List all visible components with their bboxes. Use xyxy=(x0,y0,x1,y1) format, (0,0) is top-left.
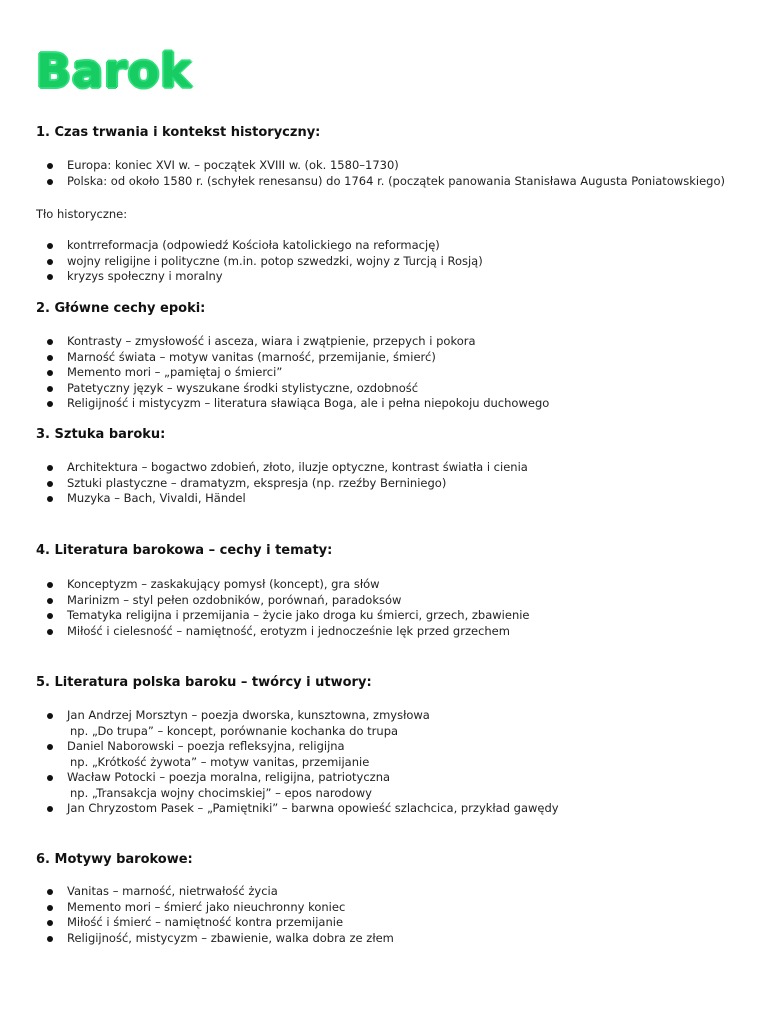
bullet-icon xyxy=(47,274,53,280)
bullet-icon xyxy=(47,582,53,588)
list-item-example: np. „Transakcja wojny chocimskiej” – epos narodowy xyxy=(70,785,372,800)
bullet-icon xyxy=(47,339,53,345)
bullet-list xyxy=(0,460,740,507)
bullet-icon xyxy=(47,598,53,604)
bullet-icon xyxy=(47,481,53,487)
list-item: Sztuki plastyczne – dramatyzm, ekspresja (np. rzeźby Berniniego) xyxy=(0,476,740,492)
bullet-icon xyxy=(47,905,53,911)
list-item: kontrreformacja (odpowiedź Kościoła katolickiego na reformację) xyxy=(0,238,740,254)
list-item: Memento mori – śmierć jako nieuchronny koniec xyxy=(0,900,740,916)
list-item: kryzys społeczny i moralny xyxy=(0,269,740,285)
bullet-icon xyxy=(47,889,53,895)
list-item: Marinizm – styl pełen ozdobników, porównań, paradoksów xyxy=(0,593,740,609)
list-item: Kontrasty – zmysłowość i asceza, wiara i zwątpienie, przepych i pokora xyxy=(0,334,740,350)
bullet-icon xyxy=(47,370,53,376)
section-heading: 5. Literatura polska baroku – twórcy i utwory: xyxy=(36,675,372,690)
list-item: Memento mori – „pamiętaj o śmierci” xyxy=(0,365,740,381)
section-heading: 1. Czas trwania i kontekst historyczny: xyxy=(36,125,321,140)
bullet-list xyxy=(0,884,740,946)
list-item: Daniel Naborowski – poezja refleksyjna, religijna np. „Krótkość żywota” – motyw vanitas, przemijanie xyxy=(0,739,740,770)
list-item: wojny religijne i polityczne (m.in. potop szwedzki, wojny z Turcją i Rosją) xyxy=(0,254,740,270)
bullet-icon xyxy=(47,920,53,926)
bullet-icon xyxy=(47,775,53,781)
bullet-list xyxy=(0,334,740,412)
bullet-icon xyxy=(47,806,53,812)
bullet-icon xyxy=(47,386,53,392)
bullet-icon xyxy=(47,496,53,502)
list-item: Architektura – bogactwo zdobień, złoto, iluzje optyczne, kontrast światła i cienia xyxy=(0,460,740,476)
bullet-list xyxy=(0,708,740,817)
bullet-icon xyxy=(47,243,53,249)
list-item: Jan Chryzostom Pasek – „Pamiętniki” – barwna opowieść szlachcica, przykład gawędy xyxy=(0,801,740,817)
bullet-list xyxy=(0,238,740,285)
list-item: Marność świata – motyw vanitas (marność, przemijanie, śmierć) xyxy=(0,350,740,366)
list-item: Polska: od około 1580 r. (schyłek renesansu) do 1764 r. (początek panowania Stanisława Augusta Poniatowskiego) xyxy=(0,174,740,190)
bullet-icon xyxy=(47,613,53,619)
list-item: Konceptyzm – zaskakujący pomysł (koncept), gra słów xyxy=(0,577,740,593)
list-item: Patetyczny język – wyszukane środki stylistyczne, ozdobność xyxy=(0,381,740,397)
document-title: Barok xyxy=(36,44,192,98)
bullet-icon xyxy=(47,465,53,471)
bullet-list xyxy=(0,158,740,189)
bullet-icon xyxy=(47,401,53,407)
bullet-icon xyxy=(47,713,53,719)
list-item: Muzyka – Bach, Vivaldi, Händel xyxy=(0,491,740,507)
bullet-list xyxy=(0,577,740,639)
section-heading: 4. Literatura barokowa – cechy i tematy: xyxy=(36,543,333,558)
bullet-icon xyxy=(47,936,53,942)
bullet-icon xyxy=(47,259,53,265)
list-item: Miłość i śmierć – namiętność kontra przemijanie xyxy=(0,915,740,931)
paragraph: Tło historyczne: xyxy=(36,207,128,221)
list-item: Tematyka religijna i przemijania – życie jako droga ku śmierci, grzech, zbawienie xyxy=(0,608,740,624)
list-item-example: np. „Krótkość żywota” – motyw vanitas, przemijanie xyxy=(70,754,370,769)
bullet-icon xyxy=(47,179,53,185)
section-heading: 2. Główne cechy epoki: xyxy=(36,301,206,316)
list-item: Religijność, mistycyzm – zbawienie, walka dobra ze złem xyxy=(0,931,740,947)
bullet-icon xyxy=(47,744,53,750)
list-item: Europa: koniec XVI w. – początek XVIII w. (ok. 1580–1730) xyxy=(0,158,740,174)
list-item: Wacław Potocki – poezja moralna, religijna, patriotyczna np. „Transakcja wojny chocimskiej” – epos narodowy xyxy=(0,770,740,801)
list-item: Miłość i cielesność – namiętność, erotyzm i jednocześnie lęk przed grzechem xyxy=(0,624,740,640)
section-heading: 3. Sztuka baroku: xyxy=(36,427,166,442)
list-item: Religijność i mistycyzm – literatura sławiąca Boga, ale i pełna niepokoju duchowego xyxy=(0,396,740,412)
bullet-icon xyxy=(47,163,53,169)
list-item: Vanitas – marność, nietrwałość życia xyxy=(0,884,740,900)
section-heading: 6. Motywy barokowe: xyxy=(36,852,193,867)
list-item-example: np. „Do trupa” – koncept, porównanie kochanka do trupa xyxy=(70,723,399,738)
bullet-icon xyxy=(47,629,53,635)
bullet-icon xyxy=(47,355,53,361)
list-item: Jan Andrzej Morsztyn – poezja dworska, kunsztowna, zmysłowa np. „Do trupa” – koncept, porównanie kochanka do trupa xyxy=(0,708,740,739)
